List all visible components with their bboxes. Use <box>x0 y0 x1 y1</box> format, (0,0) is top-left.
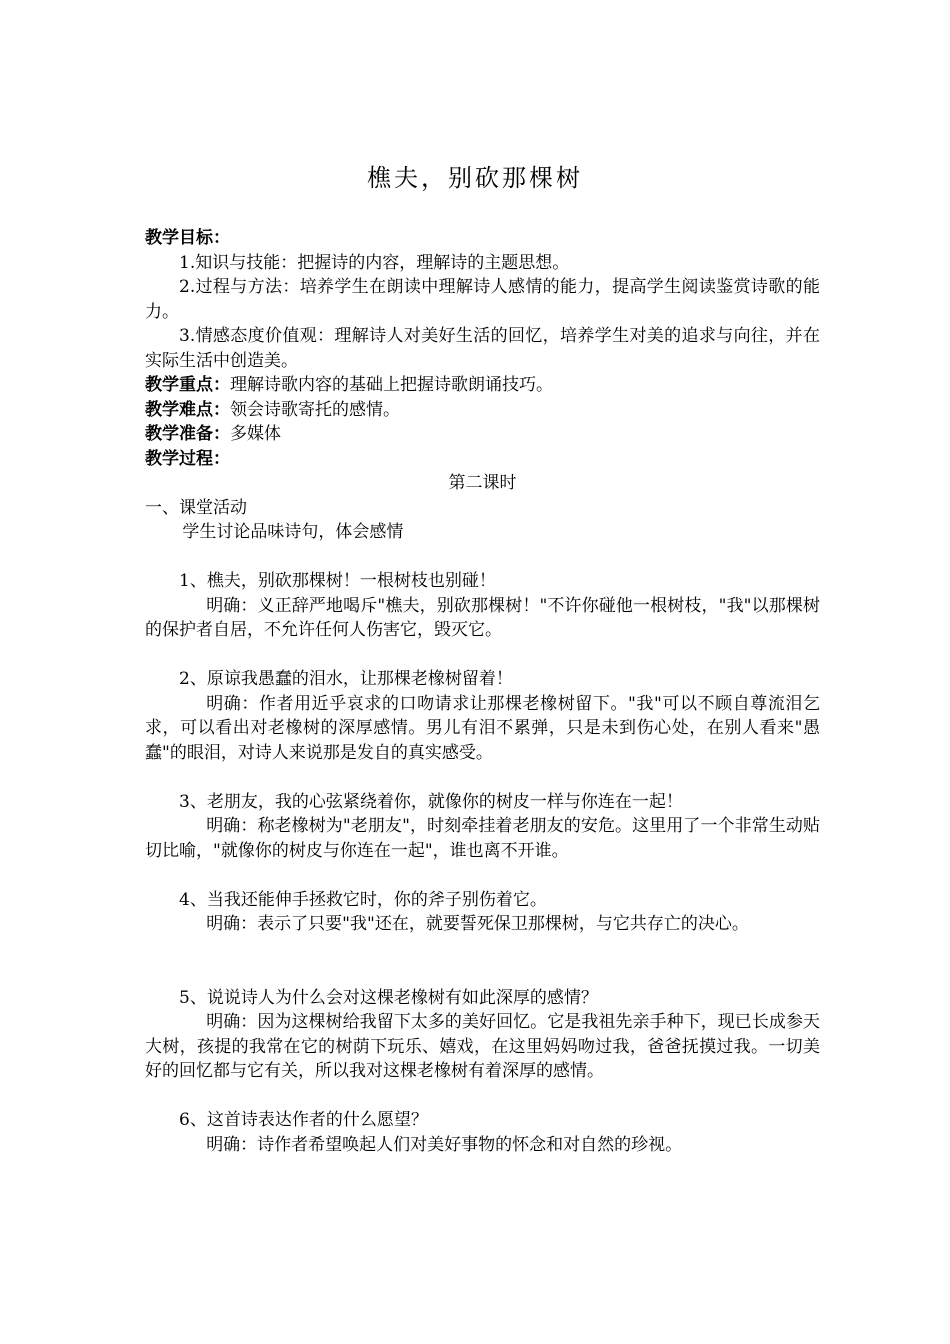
objectives-heading: 教学目标： <box>145 228 230 248</box>
answer: 明确：诗作者希望唤起人们对美好事物的怀念和对自然的珍视。 <box>206 1134 683 1155</box>
question: 4、当我还能伸手拯救它时，你的斧子别伤着它。 <box>179 889 547 910</box>
key-point: 教学重点：理解诗歌内容的基础上把握诗歌朗诵技巧。 <box>145 375 553 395</box>
process-heading: 教学过程： <box>145 448 230 469</box>
answer: 明确：作者用近乎哀求的口吻请求让那棵老橡树留下。"我"可以不顾自尊流泪乞求，可以看出对老橡树的深厚感情。男儿有泪不累弹，只是未到伤心处，在别人看来"愚蠢"的眼泪，对诗人来说那是发自的真实感受。 <box>145 693 820 763</box>
document-body <box>145 226 820 1157</box>
preparation: 教学准备：多媒体 <box>145 424 281 444</box>
answer: 明确：称老橡树为"老朋友"，时刻牵挂着老朋友的安危。这里用了一个非常生动贴切比喻，"就像你的树皮与你连在一起"，谁也离不开谁。 <box>145 816 820 861</box>
question: 5、说说诗人为什么会对这棵老橡树有如此深厚的感情？ <box>179 987 598 1008</box>
answer: 明确：表示了只要"我"还在，就要誓死保卫那棵树，与它共存亡的决心。 <box>206 914 749 934</box>
section-heading: 一、课堂活动 <box>145 497 247 518</box>
difficulty: 教学难点：领会诗歌寄托的感情。 <box>145 399 400 420</box>
question: 2、原谅我愚蠢的泪水，让那棵老橡树留着！ <box>179 669 513 689</box>
document-title: 樵夫，别砍那棵树 <box>367 164 583 192</box>
answer: 明确：义正辞严地喝斥"樵夫，别砍那棵树！"不许你碰他一根树枝，"我"以那棵树的保护者自居，不允许任何人伤害它，毁灭它。 <box>145 595 820 640</box>
question: 6、这首诗表达作者的什么愿望？ <box>179 1110 428 1130</box>
objective-item: 2.过程与方法：培养学生在朗读中理解诗人感情的能力，提高学生阅读鉴赏诗歌的能力。 <box>145 277 820 322</box>
objective-item: 3.情感态度价值观：理解诗人对美好生活的回忆，培养学生对美的追求与向往，并在实际生活中创造美。 <box>145 326 820 371</box>
answer: 明确：因为这棵树给我留下太多的美好回忆。它是我祖先亲手种下，现已长成参天大树，孩提的我常在它的树荫下玩乐、嬉戏，在这里妈妈吻过我，爸爸抚摸过我。一切美好的回忆都与它有关，所以我对这棵老橡树有着深厚的感情。 <box>145 1012 820 1081</box>
question: 1、樵夫，别砍那棵树！一根树枝也别碰！ <box>179 571 496 591</box>
question: 3、老朋友，我的心弦紧绕着你，就像你的树皮一样与你连在一起！ <box>179 791 683 812</box>
objective-item: 1.知识与技能：把握诗的内容，理解诗的主题思想。 <box>179 252 570 273</box>
lesson-heading: 第二课时 <box>448 473 517 493</box>
section-intro: 学生讨论品味诗句，体会感情 <box>182 522 404 542</box>
